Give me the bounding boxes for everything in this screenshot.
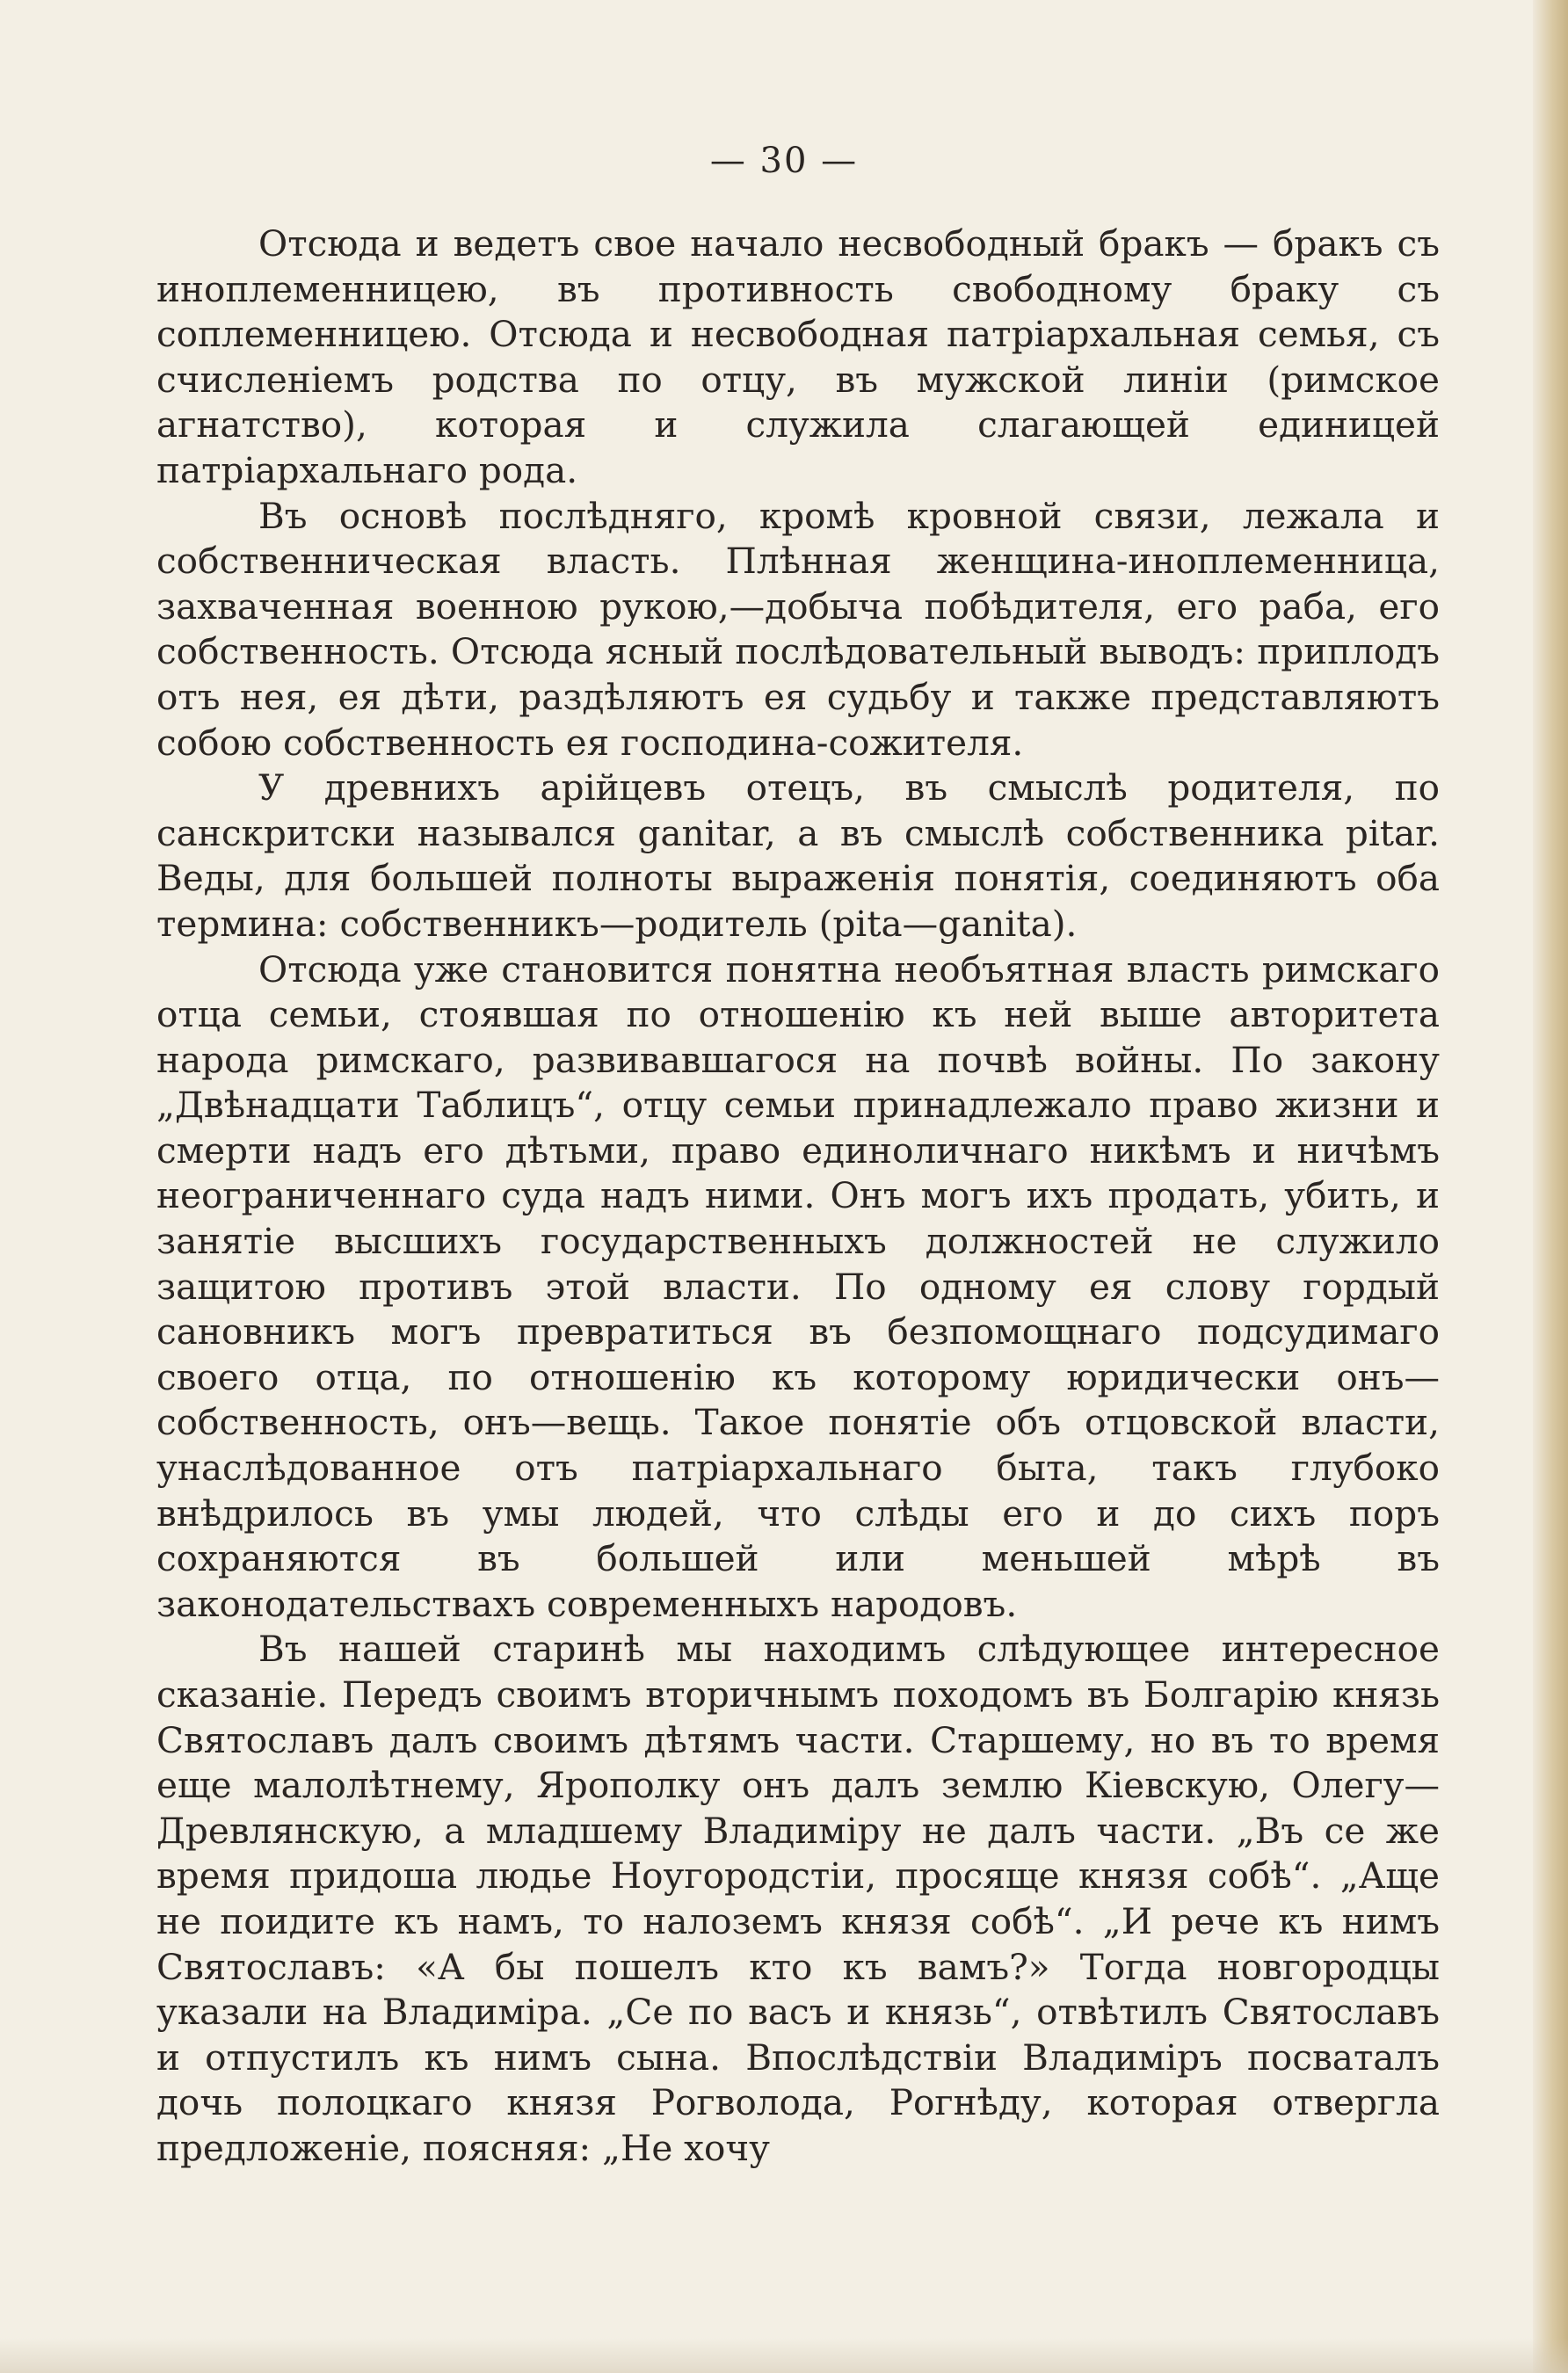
paragraph-5: Въ нашей старинѣ мы находимъ слѣдующее интересное сказаніе. Передъ своимъ вторичнымъ походомъ въ Болгарію князь Святославъ далъ своимъ дѣтямъ части. Старшему, но въ то время еще малолѣтнему, Ярополку онъ далъ землю Кіевскую, Олегу—Древлянскую, а младшему Владиміру не далъ части. „Въ се же время придоша людье Ноугородстіи, просяще князя собѣ“. „Аще не поидите къ намъ, то налоземъ князя собѣ“. „И рече къ нимъ Святославъ: «А бы пошелъ кто къ вамъ?» Тогда новгородцы указали на Владиміра. „Се по васъ и князь“, отвѣтилъ Святославъ и отпустилъ къ нимъ сына. Впослѣдствіи Владиміръ посваталъ дочь полоцкаго князя Рогволода, Рогнѣду, которая отвергла предложеніе, поясняя: „Не хочу [156, 1628, 1440, 2169]
paragraph-1: Отсюда и ведетъ свое начало несвободный бракъ — бракъ съ иноплеменницею, въ противность свободному браку съ соплеменницею. Отсюда и несвободная патріархальная семья, съ счисленіемъ родства по отцу, въ мужской линіи (римское агнатство), которая и служила слагающей единицей патріархальнаго рода. [156, 222, 1440, 491]
text-block [156, 221, 1440, 2172]
page-edge [1533, 0, 1568, 2373]
page-bottom-shadow [0, 2338, 1568, 2373]
paragraph-4: Отсюда уже становится понятна необъятная власть римскаго отца семьи, стоявшая по отношенію къ ней выше авторитета народа римскаго, развивавшагося на почвѣ войны. По закону „Двѣнадцати Таблицъ“, отцу семьи принадлежало право жизни и смерти надъ его дѣтьми, право единоличнаго никѣмъ и ничѣмъ неограниченнаго суда надъ ними. Онъ могъ ихъ продать, убить, и занятіе высшихъ государственныхъ должностей не служило защитою противъ этой власти. По одному ея слову гордый сановникъ могъ превратиться въ безпомощнаго подсудимаго своего отца, по отношенію къ которому юридически онъ—собственность, онъ—вещь. Такое понятіе объ отцовской власти, унаслѣдованное отъ патріархальнаго быта, такъ глубоко внѣдрилось въ умы людей, что слѣды его и до сихъ поръ сохраняются въ большей или меньшей мѣрѣ въ законодательствахъ современныхъ народовъ. [156, 947, 1440, 1625]
paragraph-2: Въ основѣ послѣдняго, кромѣ кровной связи, лежала и собственническая власть. Плѣнная женщина-иноплеменница, захваченная военною рукою,—добыча побѣдителя, его раба, его собственность. Отсюда ясный послѣдовательный выводъ: приплодъ отъ нея, ея дѣти, раздѣляютъ ея судьбу и также представляютъ собою собственность ея господина-сожителя. [156, 494, 1440, 764]
page-number: — 30 — [709, 141, 859, 181]
paragraph-3: У древнихъ арійцевъ отецъ, въ смыслѣ родителя, по санскритски назывался ganitar, а въ смыслѣ собственника pitar. Веды, для большей полноты выраженія понятія, соединяютъ оба термина: собственникъ—родитель (pita—ganita). [156, 766, 1440, 945]
